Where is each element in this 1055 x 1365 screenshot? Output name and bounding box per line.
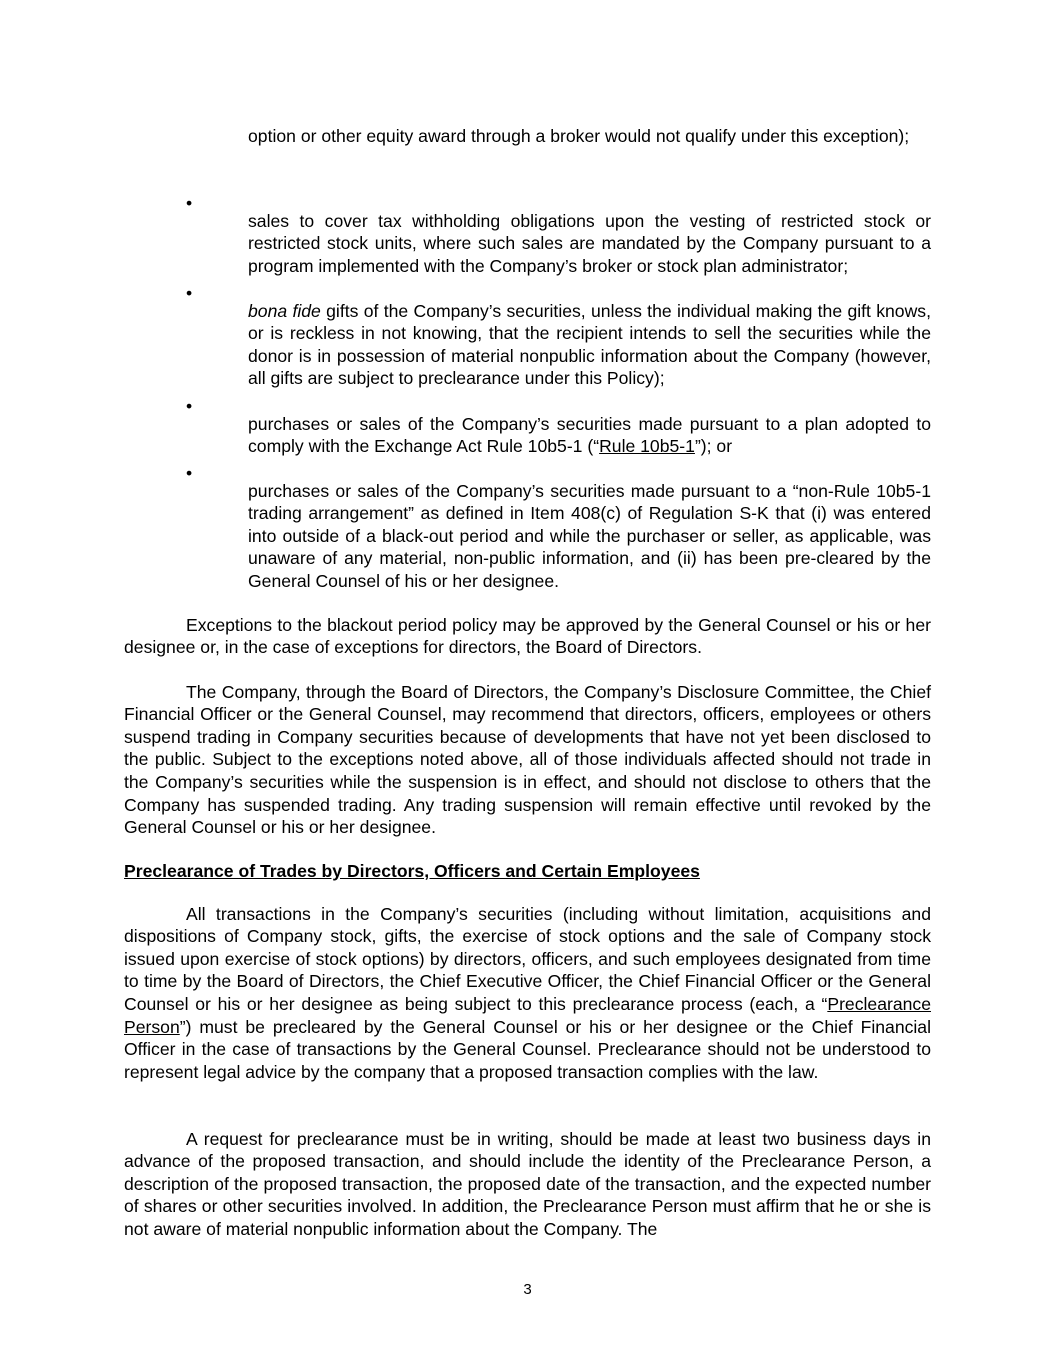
- paragraph-exceptions: [124, 614, 931, 659]
- bullet-symbol: •: [186, 283, 193, 303]
- paragraph-request: [124, 1128, 931, 1241]
- list-item-text: sales to cover tax withholding obligations upon the vesting of restricted stock or restricted stock units, where such sales are mandated by the Company pursuant to a program implemented with the Company’s broker or stock plan administrator;: [248, 210, 931, 276]
- paragraph-preclearance: [124, 903, 931, 1084]
- paragraph-text: The Company, through the Board of Directors, the Company’s Disclosure Committee, the Chief Financial Officer or the General Counsel, may recommend that directors, officers, employees or others suspend trading in Company securities because of developments that have not yet been disclosed to the public. Subject to the exceptions noted above, all of those individuals affected should not trade in the Company’s securities while the suspension is in effect, and should not disclose to others that the Company has suspended trading. Any trading suspension will remain effective until revoked by the General Counsel or his or her designee.: [124, 681, 931, 838]
- list-item-body: purchases or sales of the Company’s securities made pursuant to a plan adopted to comply with the Exchange Act Rule 10b5-1 (“: [248, 413, 931, 457]
- bullet-symbol: •: [186, 396, 193, 416]
- list-item-text: [248, 300, 931, 390]
- bullet-symbol: •: [186, 193, 193, 213]
- continuation-text: option or other equity award through a broker would not qualify under this exception);: [248, 126, 910, 146]
- list-item-body: gifts of the Company’s securities, unless the individual making the gift knows, or is reckless in not knowing, that the recipient intends to sell the securities while the donor is in possession of material nonpublic information about the Company (however, all gifts are subject to preclearance under this Policy);: [248, 300, 931, 389]
- paragraph-suspension: [124, 681, 931, 839]
- paragraph-text: Exceptions to the blackout period policy may be approved by the General Counsel or his or her designee or, in the case of exceptions for directors, the Board of Directors.: [124, 614, 931, 658]
- paragraph-text-end: ”) must be precleared by the General Counsel or his or her designee or the Chief Financial Officer in the case of transactions by the General Counsel. Preclearance should not be understood to represent legal advice by the company that a proposed transaction complies with the law.: [124, 1016, 931, 1082]
- section-heading: Preclearance of Trades by Directors, Officers and Certain Employees: [124, 860, 700, 881]
- paragraph-text: A request for preclearance must be in writing, should be made at least two business days in advance of the proposed transaction, and should include the identity of the Preclearance Person, a description of the proposed transaction, the proposed date of the transaction, and the expected number of shares or other securities involved. In addition, the Preclearance Person must affirm that he or she is not aware of material nonpublic information about the Company. The: [124, 1128, 931, 1239]
- defined-term-rule-10b5-1: Rule 10b5-1: [599, 436, 695, 457]
- list-item-text: [248, 413, 931, 458]
- bullet-symbol: •: [186, 463, 193, 483]
- defined-term-preclearance-person: Preclearance Person: [124, 993, 931, 1037]
- list-item-body-end: ”); or: [694, 436, 733, 457]
- italic-term: bona fide: [248, 300, 321, 321]
- page-number: 3: [523, 1281, 532, 1298]
- list-item-text: purchases or sales of the Company’s securities made pursuant to a “non-Rule 10b5-1 trading arrangement” as defined in Item 408(c) of Regulation S-K that (i) was entered into outside of a black-out period and while the purchaser or seller, as applicable, was unaware of any material, non-public information, and (ii) has been pre-cleared by the General Counsel of his or her designee.: [248, 480, 931, 591]
- paragraph-text: All transactions in the Company’s securities (including without limitation, acquisitions and dispositions of Company stock, gifts, the exercise of stock options and the sale of Company stock issued upon exercise of stock options) by directors, officers, and such employees designated from time to time by the Board of Directors, the Chief Executive Officer, the Chief Financial Officer or the General Counsel or his or her designee as being subject to this preclearance process (each, a “: [124, 903, 931, 1014]
